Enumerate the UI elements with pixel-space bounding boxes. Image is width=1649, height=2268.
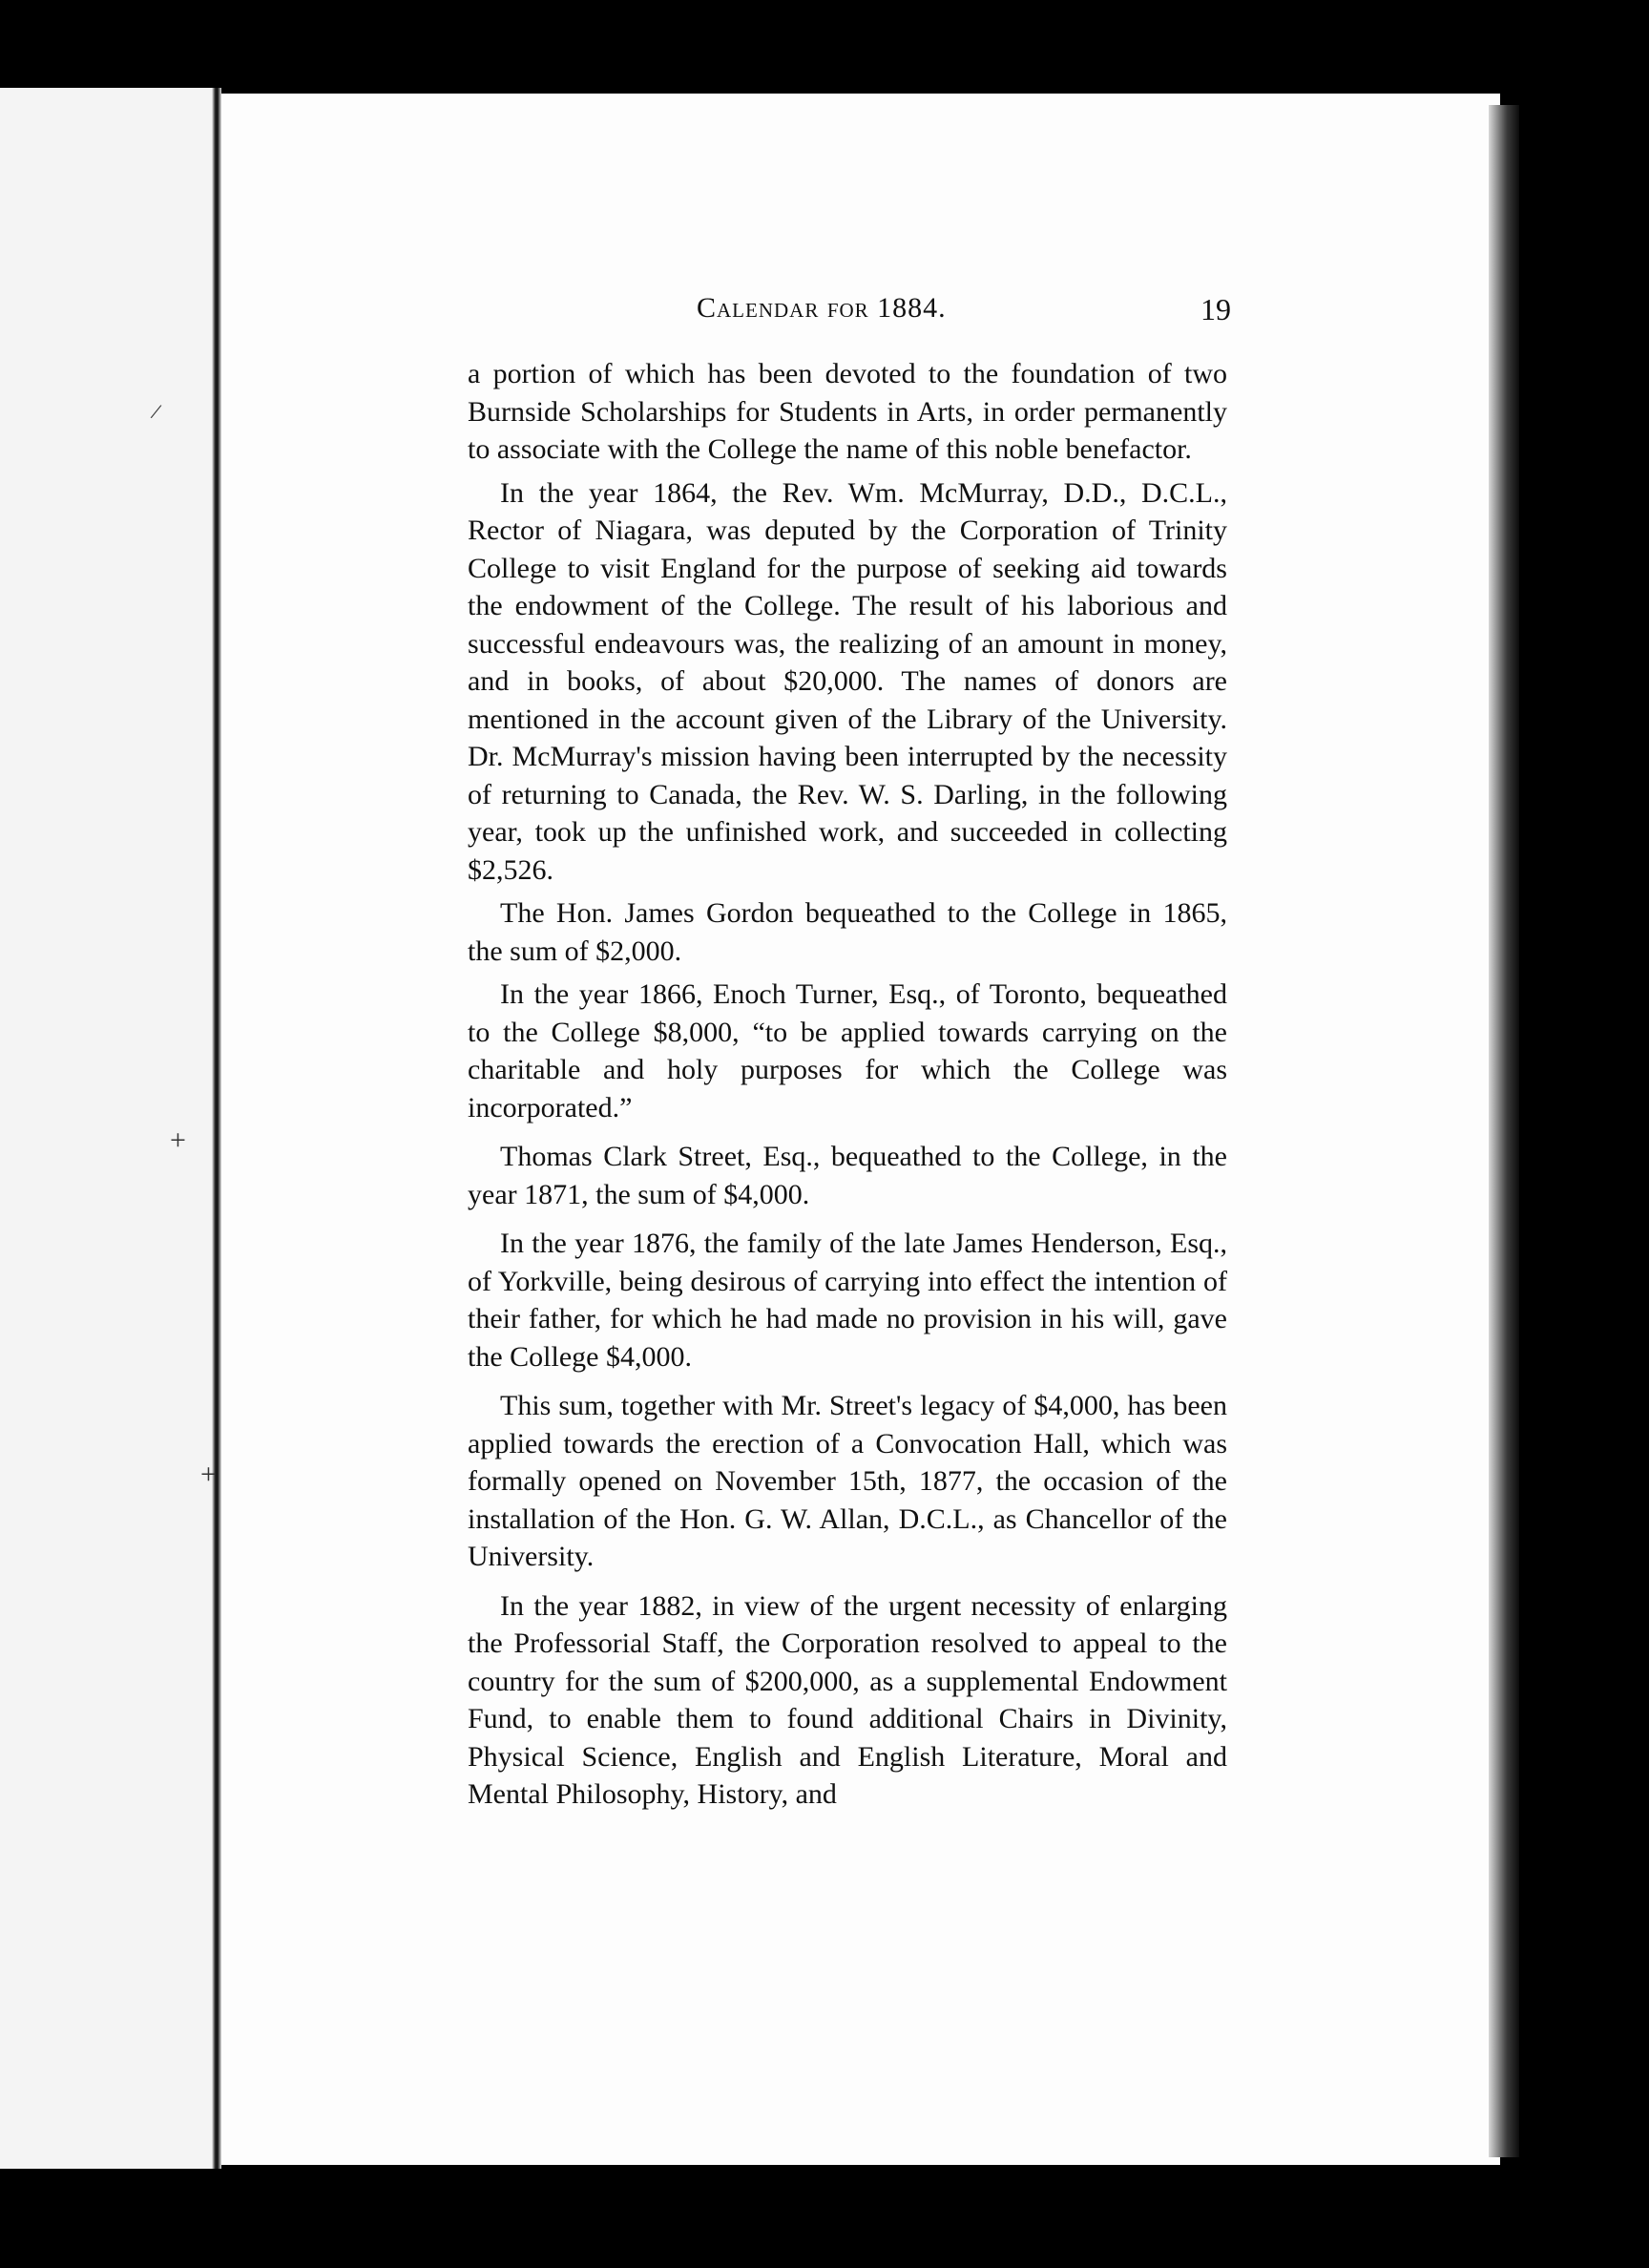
body-text xyxy=(468,355,1227,1819)
margin-mark: / xyxy=(148,399,163,426)
cross-mark: + xyxy=(200,1459,217,1490)
running-head xyxy=(468,292,1231,340)
paragraph: In the year 1864, the Rev. Wm. McMurray, D.D., D.C.L., Rector of Niagara, was deputed by the Corporation of Trinity College to visit England for the purpose of seeking aid towards the endowment of the College. The result of his laborious and successful endeavours was, the realizing of an amount in money, and in books, of about $20,000. The names of donors are mentioned in the account given of the Library of the University. Dr. McMurray's mission having been interrupted by the necessity of returning to Canada, the Rev. W. S. Darling, in the following year, took up the unfinished work, and succeeded in collecting $2,526. xyxy=(468,476,1227,886)
paragraph: The Hon. James Gordon bequeathed to the College in 1865, the sum of $2,000. xyxy=(468,897,1227,967)
page-number: 19 xyxy=(1200,292,1231,326)
cross-mark: + xyxy=(170,1124,186,1156)
paragraph: a portion of which has been devoted to the foundation of two Burnside Scholarships for Students in Arts, in order permanently to associate with the College the name of this noble benefactor. xyxy=(468,358,1227,465)
running-title: Calendar for 1884. xyxy=(697,292,947,324)
paragraph: This sum, together with Mr. Street's legacy of $4,000, has been applied towards the erection of a Convocation Hall, which was formally opened on November 15th, 1877, the occasion of the installation of the Hon. G. W. Allan, D.C.L., as Chancellor of the University. xyxy=(468,1390,1227,1572)
left-page-edge xyxy=(0,88,221,2169)
paragraph: In the year 1866, Enoch Turner, Esq., of Toronto, bequeathed to the College $8,000, “to be applied towards carrying on the charitable and holy purposes for which the College was incorporated.” xyxy=(468,978,1227,1124)
book-gutter xyxy=(212,88,221,2169)
paragraph: In the year 1876, the family of the late James Henderson, Esq., of Yorkville, being desirous of carrying into effect the intention of their father, for which he had made no provision in his will, gave the College $4,000. xyxy=(468,1228,1227,1373)
paragraph: Thomas Clark Street, Esq., bequeathed to the College, in the year 1871, the sum of $4,000. xyxy=(468,1141,1227,1210)
paragraph: In the year 1882, in view of the urgent necessity of enlarging the Professorial Staff, the Corporation resolved to appeal to the country for the sum of $200,000, as a supplemental Endowment Fund, to enable them to found additional Chairs in Divinity, Physical Science, English and English Literature, Moral and Mental Philosophy, History, and xyxy=(468,1589,1227,1810)
page-edge-right xyxy=(1489,105,1519,2157)
